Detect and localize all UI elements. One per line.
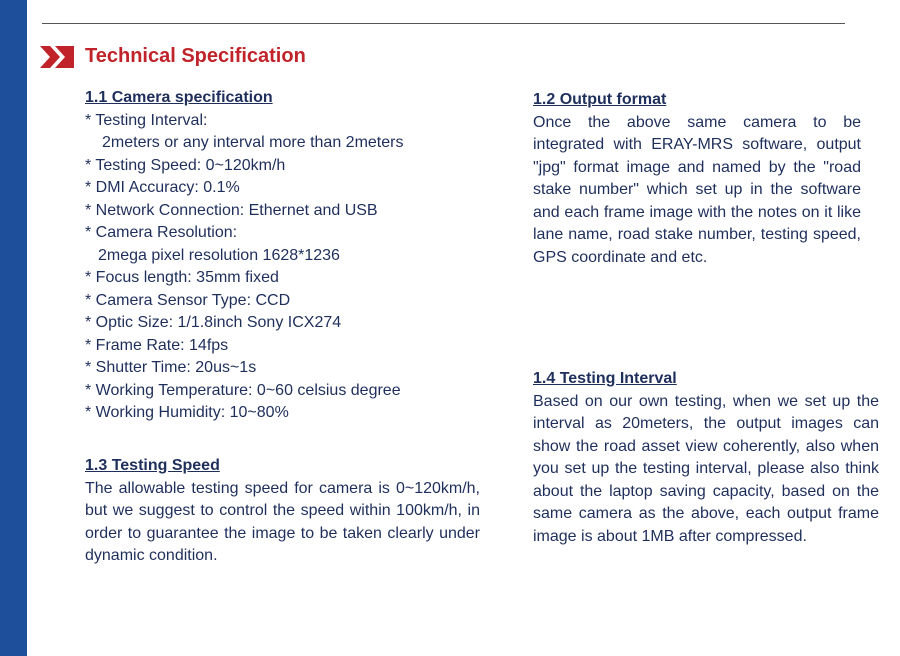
spec-line: * Working Humidity: 10~80% [85, 404, 289, 421]
testing-interval-title: 1.4 Testing Interval [533, 370, 677, 387]
spec-line: * Testing Speed: 0~120km/h [85, 156, 286, 174]
spec-line: 2mega pixel resolution 1628*1236 [98, 246, 340, 264]
spec-line: * DMI Accuracy: 0.1% [85, 179, 240, 196]
camera-spec-title: 1.1 Camera specification [85, 89, 273, 106]
spec-line: * Testing Interval: [85, 111, 208, 129]
double-chevron-right-icon [40, 46, 74, 68]
spec-line: * Camera Resolution: [85, 224, 238, 241]
spec-line: * Network Connection: Ethernet and USB [85, 201, 378, 219]
spec-line: * Frame Rate: 14fps [85, 336, 229, 354]
testing-interval-text: Based on our own testing, when we set up the interval as 20meters, the output images can show the road asset view coherently, also when you set up the testing interval, please also think about the laptop saving capacity, based on the same camera as the above, each output frame image is about 1MB after compressed. [533, 392, 879, 545]
output-format-text: Once the above same camera to be integrated with ERAY-MRS software, output "jpg" format image and named by the "road stake number" which set up in the software and each frame image with the notes on it like lane name, road stake number, testing speed, GPS coordinate and etc. [533, 113, 861, 266]
testing-speed-section [85, 455, 480, 568]
output-format-title: 1.2 Output format [533, 91, 667, 108]
spec-line: * Optic Size: 1/1.8inch Sony ICX274 [85, 314, 342, 331]
spec-line: * Focus length: 35mm fixed [85, 269, 279, 286]
spec-line: 2meters or any interval more than 2meters [102, 134, 404, 151]
camera-spec-section [85, 87, 485, 425]
testing-interval-section [533, 368, 879, 548]
spec-line: * Shutter Time: 20us~1s [85, 359, 257, 376]
spec-line: * Working Temperature: 0~60 celsius degree [85, 381, 401, 399]
testing-speed-text: The allowable testing speed for camera is 0~120km/h, but we suggest to control the speed within 100km/h, in order to guarantee the image to be taken clearly under dynamic condition. [85, 479, 480, 564]
left-accent-band [0, 0, 27, 656]
output-format-section [533, 89, 861, 269]
page-title: Technical Specification [85, 45, 306, 67]
spec-line: * Camera Sensor Type: CCD [85, 291, 291, 309]
header-divider [42, 23, 845, 24]
testing-speed-title: 1.3 Testing Speed [85, 457, 220, 474]
